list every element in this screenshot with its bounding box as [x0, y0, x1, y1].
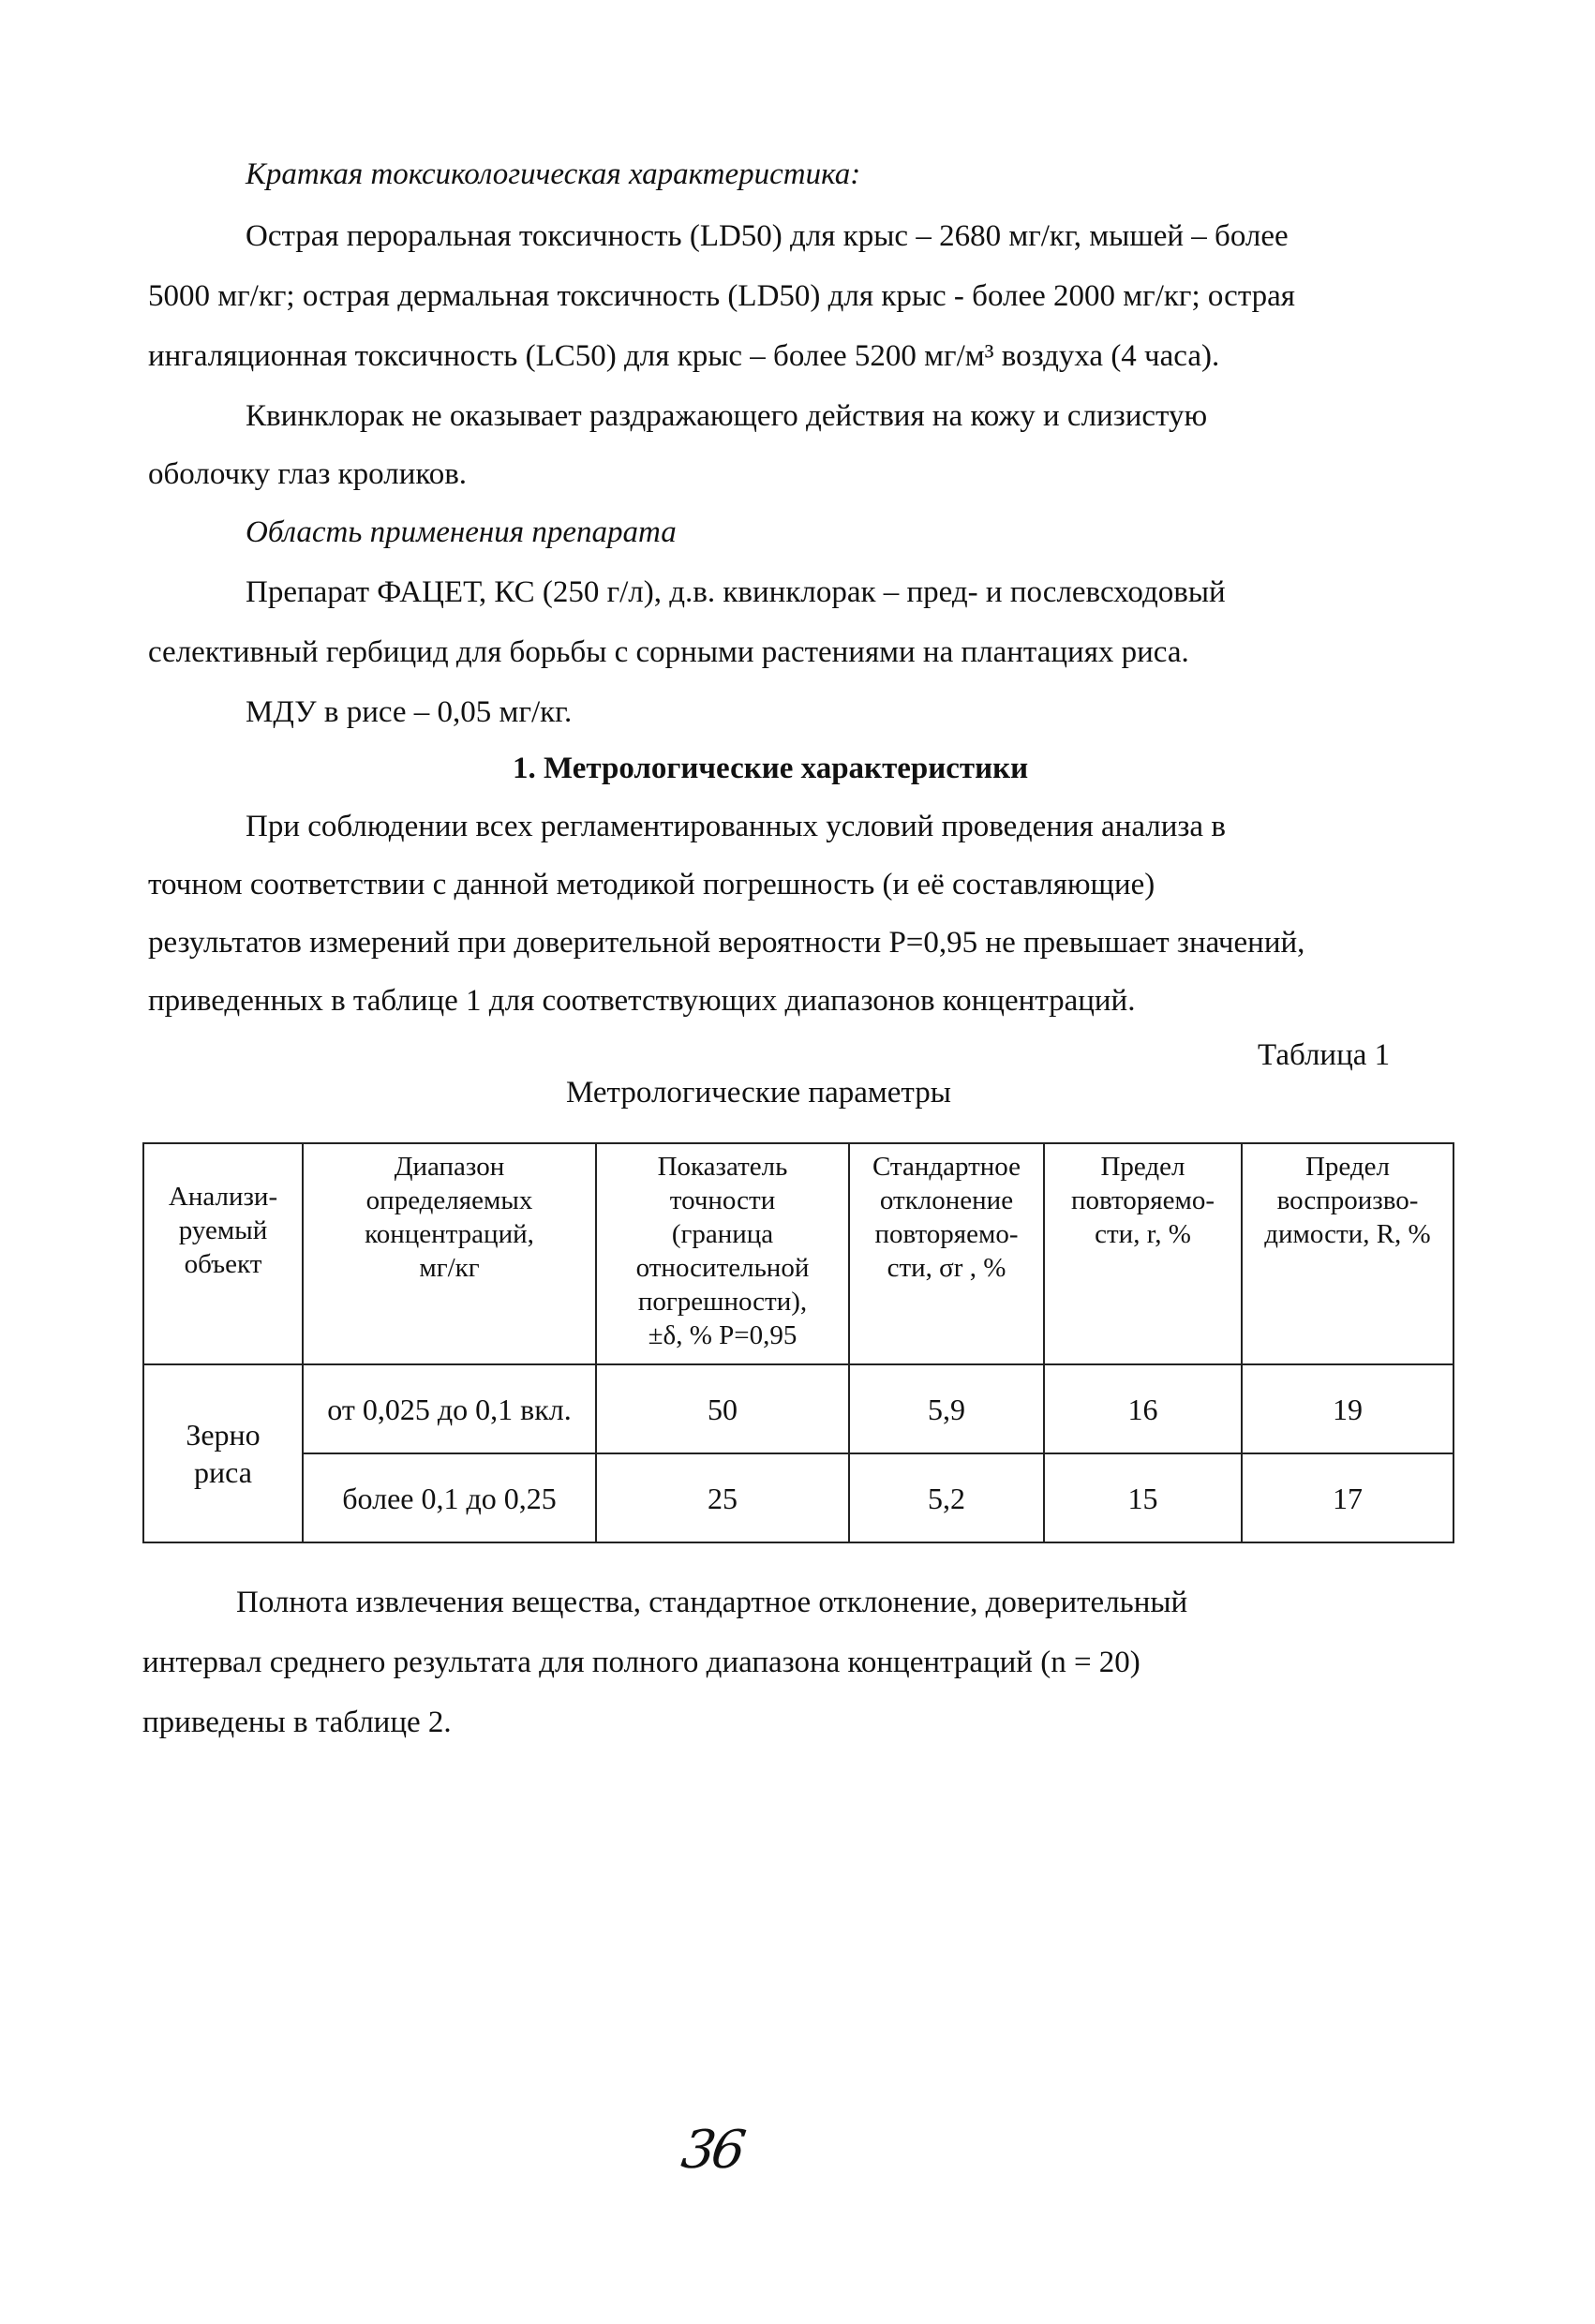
- metro-paragraph-line: При соблюдении всех регламентированных условий проведения анализа в: [246, 810, 1226, 843]
- header-object: Анализи- руемый объект: [143, 1143, 303, 1364]
- std-deviation-cell: 5,9: [849, 1364, 1044, 1453]
- std-deviation-cell: 5,2: [849, 1453, 1044, 1542]
- section-heading: 1. Метрологические характеристики: [513, 752, 1029, 785]
- mdu-line: МДУ в рисе – 0,05 мг/кг.: [246, 695, 573, 729]
- header-range: Диапазон определяемых концентраций, мг/кг: [303, 1143, 596, 1364]
- header-repeatability: Предел повторяемо- сти, r, %: [1044, 1143, 1242, 1364]
- reproducibility-cell: 19: [1242, 1364, 1453, 1453]
- range-cell: более 0,1 до 0,25: [303, 1453, 596, 1542]
- table-header-row: [143, 1143, 1453, 1364]
- metro-paragraph-line: приведенных в таблице 1 для соответствующих диапазонов концентраций.: [148, 984, 1136, 1018]
- table-row: [143, 1364, 1453, 1453]
- table-row: [143, 1453, 1453, 1542]
- table-label: Таблица 1: [1258, 1038, 1391, 1072]
- range-cell: от 0,025 до 0,1 вкл.: [303, 1364, 596, 1453]
- repeatability-cell: 15: [1044, 1453, 1242, 1542]
- irritation-paragraph-line: Квинклорак не оказывает раздражающего действия на кожу и слизистую: [246, 399, 1208, 433]
- object-cell: Зерно риса: [143, 1364, 303, 1542]
- accuracy-cell: 50: [596, 1364, 849, 1453]
- area-paragraph-line: Препарат ФАЦЕТ, КС (250 г/л), д.в. квинклорак – пред- и послевсходовый: [246, 575, 1226, 609]
- reproducibility-cell: 17: [1242, 1453, 1453, 1542]
- header-accuracy: Показатель точности (граница относительной погрешности), ±δ, % Р=0,95: [596, 1143, 849, 1364]
- table-title: Метрологические параметры: [566, 1076, 951, 1110]
- area-paragraph-line: селективный гербицид для борьбы с сорными растениями на плантациях риса.: [148, 635, 1189, 669]
- header-std-deviation: Стандартное отклонение повторяемо- сти, σr , %: [849, 1143, 1044, 1364]
- metro-paragraph-line: точном соответствии с данной методикой погрешность (и её составляющие): [148, 868, 1155, 901]
- area-heading: Область применения препарата: [246, 515, 677, 549]
- after-table-paragraph-line: приведены в таблице 2.: [142, 1706, 452, 1739]
- tox-paragraph-line: ингаляционная токсичность (LC50) для крыс – более 5200 мг/м³ воздуха (4 часа).: [148, 339, 1220, 373]
- after-table-paragraph-line: интервал среднего результата для полного диапазона концентраций (n = 20): [142, 1646, 1140, 1679]
- accuracy-cell: 25: [596, 1453, 849, 1542]
- tox-paragraph-line: 5000 мг/кг; острая дермальная токсичность (LD50) для крыс - более 2000 мг/кг; острая: [148, 279, 1295, 313]
- metro-paragraph-line: результатов измерений при доверительной вероятности Р=0,95 не превышает значений,: [148, 926, 1305, 960]
- irritation-paragraph-line: оболочку глаз кроликов.: [148, 457, 468, 491]
- after-table-paragraph-line: Полнота извлечения вещества, стандартное отклонение, доверительный: [236, 1586, 1188, 1619]
- page-number: 36: [678, 2120, 746, 2181]
- metrology-table: [142, 1142, 1454, 1543]
- tox-heading: Краткая токсикологическая характеристика:: [246, 157, 861, 191]
- repeatability-cell: 16: [1044, 1364, 1242, 1453]
- tox-paragraph-line: Острая пероральная токсичность (LD50) для крыс – 2680 мг/кг, мышей – более: [246, 219, 1289, 253]
- header-reproducibility: Предел воспроизво- димости, R, %: [1242, 1143, 1453, 1364]
